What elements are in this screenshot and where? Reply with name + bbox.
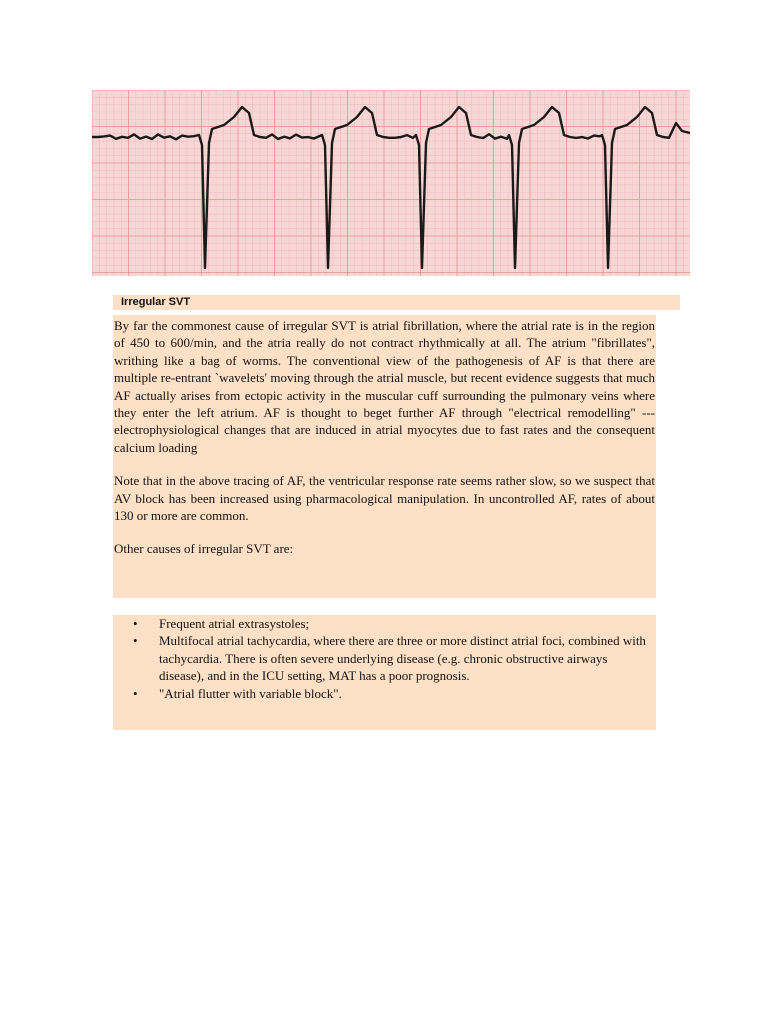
list-item-text: "Atrial flutter with variable block". (159, 685, 342, 701)
list-item (133, 685, 652, 702)
ecg-tracing-image (92, 90, 690, 276)
bullet-icon: • (133, 616, 138, 631)
list-item (133, 632, 652, 684)
causes-list (113, 615, 652, 702)
paragraph-other-causes: Other causes of irregular SVT are: (114, 541, 294, 557)
causes-list-box (113, 615, 656, 730)
description-box (113, 315, 656, 598)
section-heading: Irregular SVT (121, 296, 191, 308)
ecg-grid-major (92, 90, 690, 276)
paragraph-tracing-note: Note that in the above tracing of AF, the ventricular response rate seems rather slow, so we suspect that AV block has been increased using pharmacological manipulation. In uncontrolled AF, rates of about 130 or more are common. (114, 473, 655, 524)
list-item-text: Frequent atrial extrasystoles; (159, 616, 310, 631)
bullet-icon: • (133, 633, 138, 649)
section-heading-bar (113, 295, 680, 310)
ecg-grid-minor (92, 90, 690, 276)
ecg-svg (92, 90, 690, 276)
list-item (133, 615, 652, 632)
list-item-text: Multifocal atrial tachycardia, where there are three or more distinct atrial foci, combined with tachycardia. There is often severe underlying disease (e.g. chronic obstructive airways disease), and in the ICU setting, MAT has a poor prognosis. (159, 633, 646, 684)
bullet-icon: • (133, 685, 138, 701)
ecg-trace (92, 107, 690, 268)
paragraph-af-description: By far the commonest cause of irregular SVT is atrial fibrillation, where the atrial rate is in the region of 450 to 600/min, and the atria really do not contract rhythmically at all. The atrium "fibrillates", writhing like a bag of worms. The conventional view of the pathogenesis of AF is that there are multiple re-entrant `wavelets' moving through the atrial muscle, but recent evidence suggests that much AF actually arises from ectopic activity in the muscular cuff surrounding the pulmonary veins where they enter the left atrium. AF is thought to beget further AF through "electrical remodelling" --- electrophysiological changes that are induced in atrial myocytes due to fast rates and the consequent calcium loading (114, 318, 655, 455)
